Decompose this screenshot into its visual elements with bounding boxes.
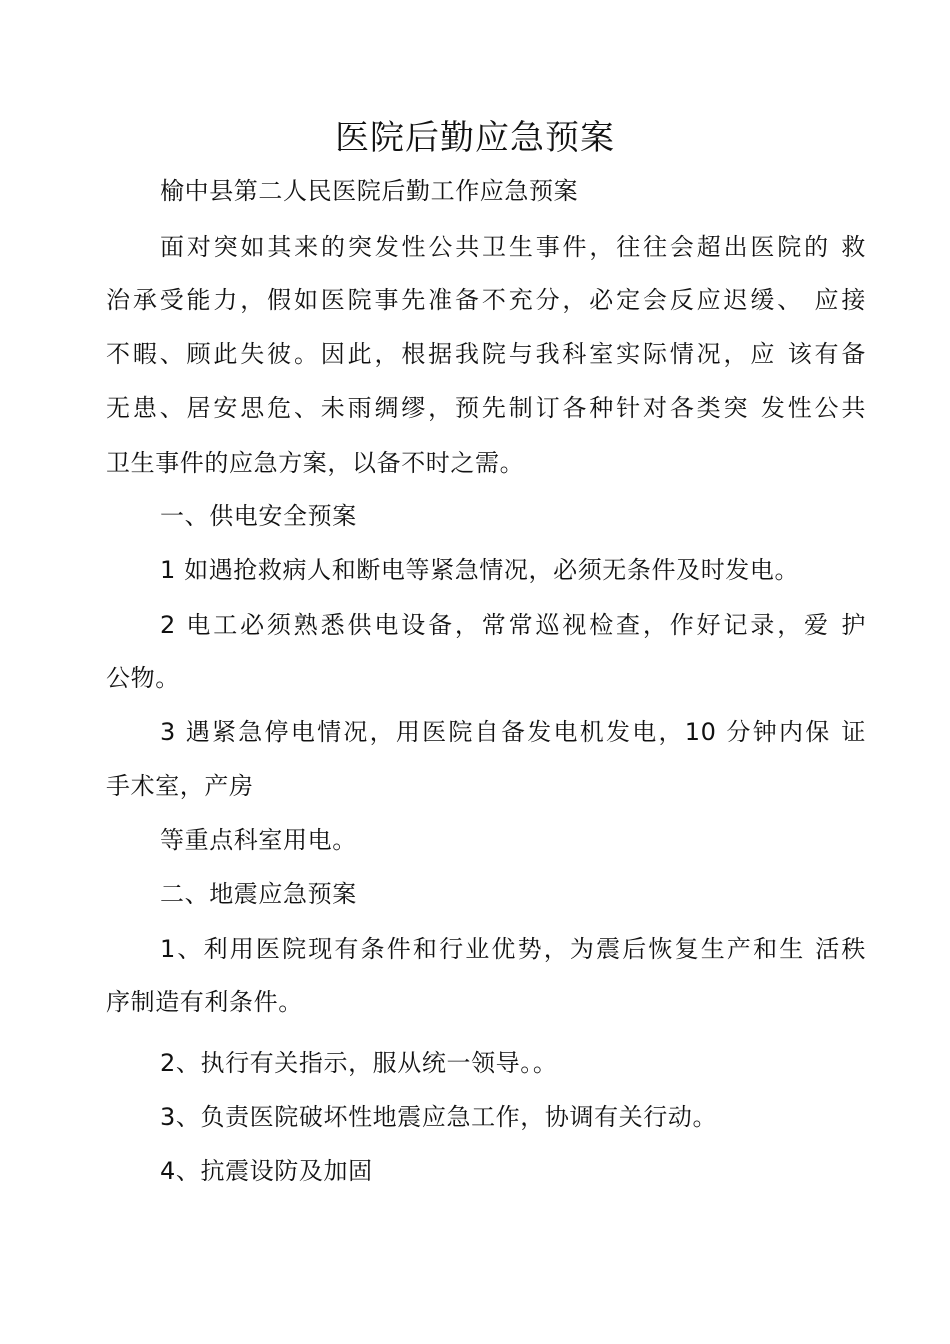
section1-item-continuation: 等重点科室用电。: [160, 826, 357, 854]
section2-item: 1、利用医院现有条件和行业优势，为震后恢复生产和生 活秩: [160, 935, 866, 963]
section2-item: 3、负责医院破坏性地震应急工作，协调有关行动。: [160, 1103, 718, 1131]
document-title: 医院后勤应急预案: [335, 118, 615, 158]
intro-line: 卫生事件的应急方案，以备不时之需。: [106, 449, 525, 477]
section1-item-continuation: 手术室，产房: [106, 772, 254, 800]
section1-heading: 一、供电安全预案: [160, 502, 357, 530]
section2-item: 4、抗震设防及加固: [160, 1157, 373, 1185]
section2-heading: 二、地震应急预案: [160, 880, 357, 908]
intro-line: 面对突如其来的突发性公共卫生事件，往往会超出医院的 救: [160, 233, 866, 261]
section2-item: 2、执行有关指示，服从统一领导。。: [160, 1049, 558, 1077]
section1-item-continuation: 公物。: [106, 664, 180, 692]
document-subtitle: 榆中县第二人民医院后勤工作应急预案: [160, 177, 579, 205]
intro-line: 无患、居安思危、未雨绸缪，预先制订各种针对各类突 发性公共: [106, 394, 866, 422]
section1-item: 1 如遇抢救病人和断电等紧急情况，必须无条件及时发电。: [160, 556, 800, 584]
intro-line: 治承受能力，假如医院事先准备不充分，必定会反应迟缓、 应接: [106, 286, 866, 314]
section1-item: 3 遇紧急停电情况，用医院自备发电机发电，10 分钟内保 证: [160, 718, 866, 746]
section1-item: 2 电工必须熟悉供电设备，常常巡视检查，作好记录，爱 护: [160, 611, 866, 639]
intro-line: 不暇、顾此失彼。因此，根据我院与我科室实际情况，应 该有备: [106, 340, 866, 368]
section2-item-continuation: 序制造有利条件。: [106, 988, 303, 1016]
